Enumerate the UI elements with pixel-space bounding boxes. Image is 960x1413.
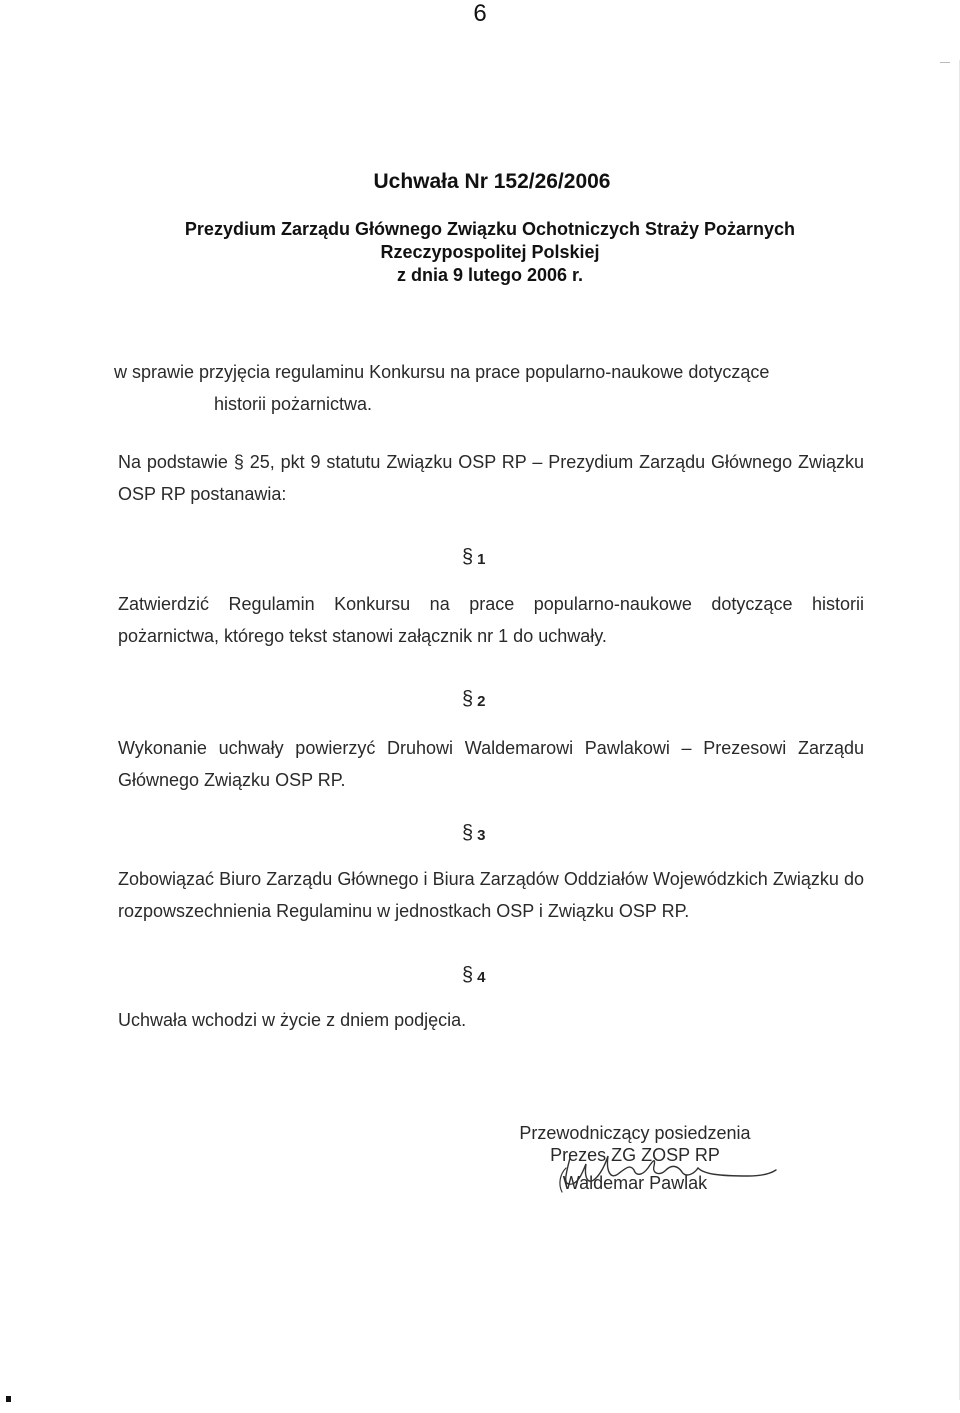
section-1-heading xyxy=(462,546,485,569)
signatory-name: Waldemar Pawlak xyxy=(562,1173,708,1193)
section-symbol: § xyxy=(462,822,474,844)
section-3-text: Zobowiązać Biuro Zarządu Głównego i Biura Zarządów Oddziałów Wojewódzkich Związku do rozpowszechnienia Regulaminu w jednostkach OSP i Związku OSP RP. xyxy=(118,869,864,921)
section-2-text: Wykonanie uchwały powierzyć Druhowi Waldemarowi Pawlakowi – Prezesowi Zarządu Głównego Związku OSP RP. xyxy=(118,738,864,790)
subject-line-1: w sprawie przyjęcia regulaminu Konkursu na prace popularno-naukowe dotyczące xyxy=(114,362,770,382)
section-symbol: § xyxy=(462,964,474,986)
section-1-text: Zatwierdzić Regulamin Konkursu na prace popularno-naukowe dotyczące historii pożarnictwa, którego tekst stanowi załącznik nr 1 do uchwały. xyxy=(118,594,864,646)
section-number: 1 xyxy=(477,551,486,568)
subject-paragraph xyxy=(114,356,864,420)
section-4-text: Uchwała wchodzi w życie z dniem podjęcia. xyxy=(118,1010,467,1030)
section-number: 2 xyxy=(477,693,486,710)
subtitle-line-2: Rzeczypospolitej Polskiej xyxy=(380,242,600,262)
signature-line-2: Prezes ZG ZOSP RP xyxy=(550,1145,720,1165)
section-4-heading xyxy=(462,964,485,987)
section-number: 4 xyxy=(477,969,486,986)
signature-line-1: Przewodniczący posiedzenia xyxy=(519,1123,751,1143)
scan-mark xyxy=(6,1396,11,1402)
subtitle-line-1: Prezydium Zarządu Głównego Związku Ochotniczych Straży Pożarnych xyxy=(184,219,796,239)
resolution-title: Uchwała Nr 152/26/2006 xyxy=(373,170,611,193)
resolution-subtitle xyxy=(0,218,960,287)
legal-basis-paragraph: Na podstawie § 25, pkt 9 statutu Związku OSP RP – Prezydium Zarządu Głównego Związku OSP RP postanawia: xyxy=(118,452,864,504)
subject-line-2: historii pożarnictwa. xyxy=(214,394,373,414)
handwritten-signature xyxy=(548,1144,778,1204)
page-number: 6 xyxy=(473,0,487,27)
section-3-heading xyxy=(462,822,485,845)
section-number: 3 xyxy=(477,827,486,844)
section-symbol: § xyxy=(462,546,474,568)
subtitle-line-3: z dnia 9 lutego 2006 r. xyxy=(396,265,584,285)
scan-mark xyxy=(940,62,950,63)
section-symbol: § xyxy=(462,688,474,710)
section-2-heading xyxy=(462,688,485,711)
